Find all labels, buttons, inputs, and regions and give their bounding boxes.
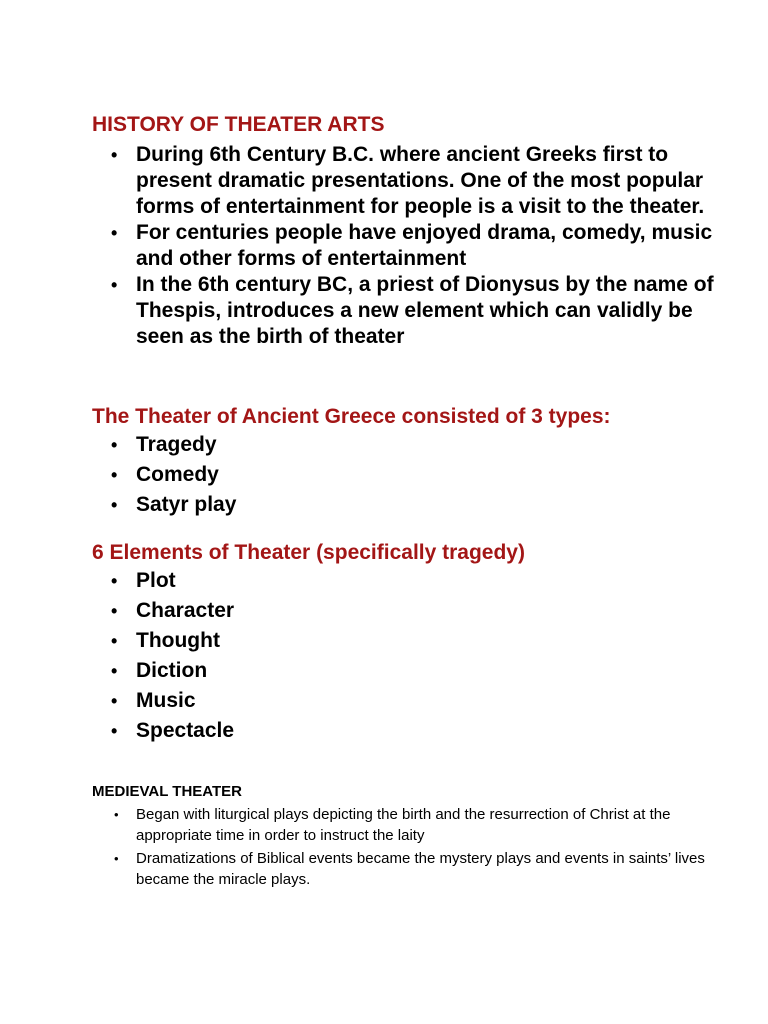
bullet-icon: • [111, 465, 118, 485]
bullet-icon: • [114, 851, 119, 866]
list-item [108, 272, 728, 350]
bullet-icon: • [111, 661, 118, 681]
list-item [108, 686, 728, 716]
bullet-icon: • [114, 807, 119, 822]
bullet-icon: • [111, 691, 118, 711]
list-item-text: Dramatizations of Biblical events became the mystery plays and events in saints’ lives became the miracle plays. [136, 850, 705, 888]
bullet-icon: • [111, 223, 118, 243]
list-item-text: Music [136, 689, 196, 712]
medieval-heading: MEDIEVAL THEATER [92, 783, 243, 800]
list-item-text: Diction [136, 659, 208, 682]
list-item [108, 490, 728, 520]
list-item-text: Comedy [136, 463, 219, 486]
list-item-text: Spectacle [136, 719, 235, 742]
list-item [108, 220, 728, 272]
list-item [108, 142, 728, 220]
list-item [108, 716, 728, 746]
list-item [108, 596, 728, 626]
bullet-icon: • [111, 435, 118, 455]
history-list [108, 142, 728, 350]
elements-list [108, 566, 728, 746]
list-item-text: Satyr play [136, 493, 237, 516]
list-item-text: Plot [136, 569, 176, 592]
bullet-icon: • [111, 631, 118, 651]
list-item-text: During 6th Century B.C. where ancient Greeks first to present dramatic presentations. One of the most popular forms of entertainment for people is a visit to the theater. [136, 143, 705, 218]
list-item-text: Thought [136, 629, 220, 652]
bullet-icon: • [111, 145, 118, 165]
list-item [108, 626, 728, 656]
greece-types-list [108, 430, 728, 520]
elements-heading: 6 Elements of Theater (specifically tragedy) [92, 541, 525, 564]
bullet-icon: • [111, 601, 118, 621]
list-item-text: In the 6th century BC, a priest of Dionysus by the name of Thespis, introduces a new element which can validly be seen as the birth of theater [136, 273, 714, 348]
list-item-text: Character [136, 599, 235, 622]
list-item [108, 460, 728, 490]
list-item-text: Began with liturgical plays depicting the birth and the resurrection of Christ at the appropriate time in order to instruct the laity [136, 806, 671, 844]
list-item-text: For centuries people have enjoyed drama, comedy, music and other forms of entertainment [136, 221, 713, 270]
list-item [108, 656, 728, 686]
bullet-icon: • [111, 275, 118, 295]
bullet-icon: • [111, 721, 118, 741]
history-heading: HISTORY OF THEATER ARTS [92, 113, 385, 136]
list-item [110, 848, 710, 890]
list-item [108, 566, 728, 596]
bullet-icon: • [111, 495, 118, 515]
list-item [110, 804, 710, 846]
greece-heading: The Theater of Ancient Greece consisted of 3 types: [92, 405, 611, 428]
bullet-icon: • [111, 571, 118, 591]
list-item [108, 430, 728, 460]
medieval-list [110, 804, 710, 892]
list-item-text: Tragedy [136, 433, 217, 456]
